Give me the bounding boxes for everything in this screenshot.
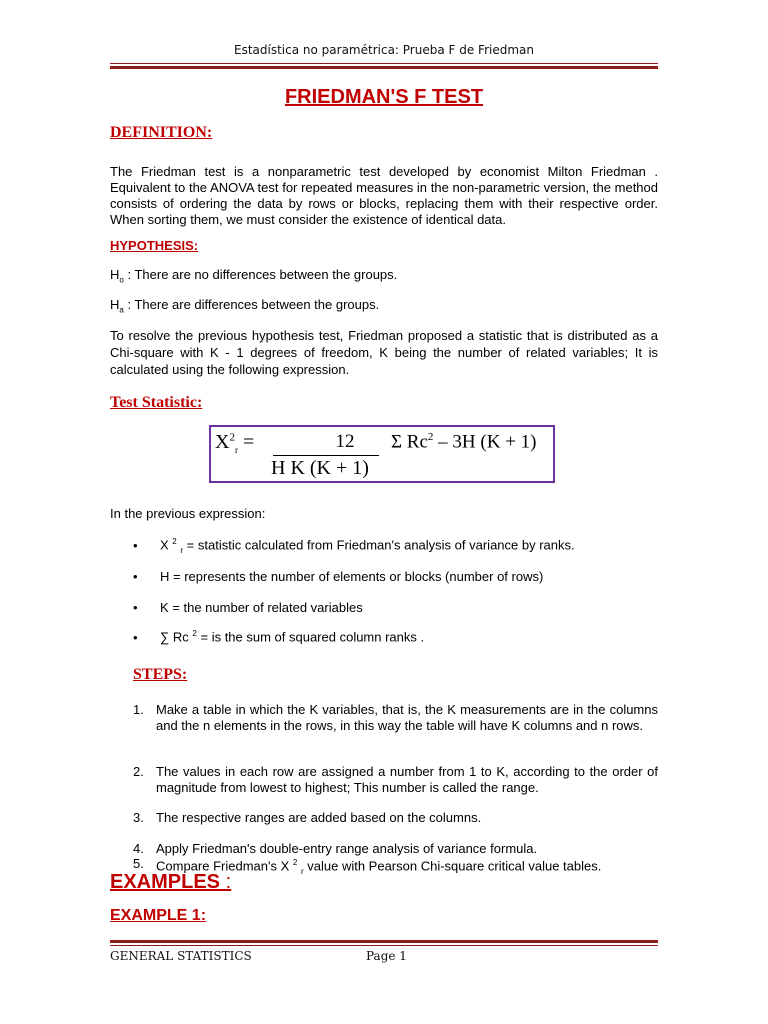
bullet-marker: • bbox=[133, 600, 138, 615]
resolve-text: To resolve the previous hypothesis test, Friedman proposed a statistic that is distributed as a Chi-square with K - 1 degrees of freedom, K being the number of related variables; It is calculated using the following expression. bbox=[110, 328, 658, 377]
page-title: FRIEDMAN'S F TEST bbox=[284, 86, 484, 108]
footer-rule-thick bbox=[110, 940, 658, 943]
test-statistic-heading: Test Statistic: bbox=[110, 394, 203, 411]
footer-rule-thin bbox=[110, 945, 658, 946]
formula-denominator: H K (K + 1) bbox=[271, 457, 369, 479]
step-number: 1. bbox=[133, 702, 144, 717]
steps-heading: STEPS: bbox=[133, 666, 188, 683]
examples-heading: EXAMPLES : bbox=[110, 871, 232, 893]
formula-lhs: $X^2_r$ = bbox=[215, 431, 255, 455]
page-number: Page 1 bbox=[366, 949, 407, 963]
running-header: Estadística no paramétrica: Prueba F de Friedman bbox=[234, 43, 534, 57]
step-text: The respective ranges are added based on the columns. bbox=[156, 810, 482, 825]
bullet-marker: • bbox=[133, 538, 138, 553]
step-number: 4. bbox=[133, 841, 144, 856]
ha-text: : There are differences between the groups. bbox=[127, 297, 380, 312]
step-number: 5. bbox=[133, 856, 144, 871]
h0-subscript: o bbox=[119, 275, 124, 285]
bullet-item: X $^2$ $_r$ = statistic calculated from Friedman's analysis of variance by ranks. bbox=[160, 537, 575, 555]
h0-symbol: H bbox=[110, 267, 120, 282]
example-1-heading: EXAMPLE 1: bbox=[110, 907, 207, 924]
formula-numerator: 12 bbox=[335, 431, 355, 452]
bullet-item: H = represents the number of elements or blocks (number of rows) bbox=[160, 569, 544, 584]
bullet-item: ∑ Rc $^2$ = is the sum of squared column ranks . bbox=[160, 629, 425, 645]
fraction-bar bbox=[273, 455, 379, 456]
ha-subscript: a bbox=[119, 305, 124, 315]
bullet-marker: • bbox=[133, 569, 138, 584]
formula-box bbox=[209, 425, 555, 483]
step-number: 3. bbox=[133, 810, 144, 825]
bullet-marker: • bbox=[133, 630, 138, 645]
step-number: 2. bbox=[133, 764, 144, 779]
formula-sum-term: Σ Rc$^2$ – 3H (K + 1) bbox=[391, 431, 537, 453]
definition-heading: DEFINITION: bbox=[110, 124, 213, 141]
h0-text: : There are no differences between the groups. bbox=[127, 267, 398, 282]
footer-left: GENERAL STATISTICS bbox=[110, 949, 252, 963]
header-rule-thin bbox=[110, 63, 658, 64]
ha-symbol: H bbox=[110, 297, 120, 312]
definition-text: The Friedman test is a nonparametric test developed by economist Milton Friedman . Equivalent to the ANOVA test for repeated measures in the non-parametric version, the method consists of ordering the data by rows or blocks, replacing them with their respective order. When sorting them, we must consider the existence of identical data. bbox=[110, 164, 658, 227]
hypothesis-heading: HYPOTHESIS: bbox=[110, 238, 199, 253]
step-text: The values in each row are assigned a number from 1 to K, according to the order of magnitude from lowest to highest; This number is called the range. bbox=[156, 764, 658, 795]
ha-line bbox=[110, 297, 379, 315]
bullet-item: K = the number of related variables bbox=[160, 600, 363, 615]
step-text: Compare Friedman's X $^2$ $_r$ value with Pearson Chi-square critical value tables. bbox=[156, 858, 602, 876]
previous-expression-intro: In the previous expression: bbox=[110, 506, 266, 521]
h0-line bbox=[110, 267, 397, 285]
step-text: Apply Friedman's double-entry range analysis of variance formula. bbox=[156, 841, 538, 856]
header-rule-thick bbox=[110, 66, 658, 69]
step-text: Make a table in which the K variables, that is, the K measurements are in the columns and the n elements in the rows, in this way the table will have K columns and n rows. bbox=[156, 702, 658, 733]
